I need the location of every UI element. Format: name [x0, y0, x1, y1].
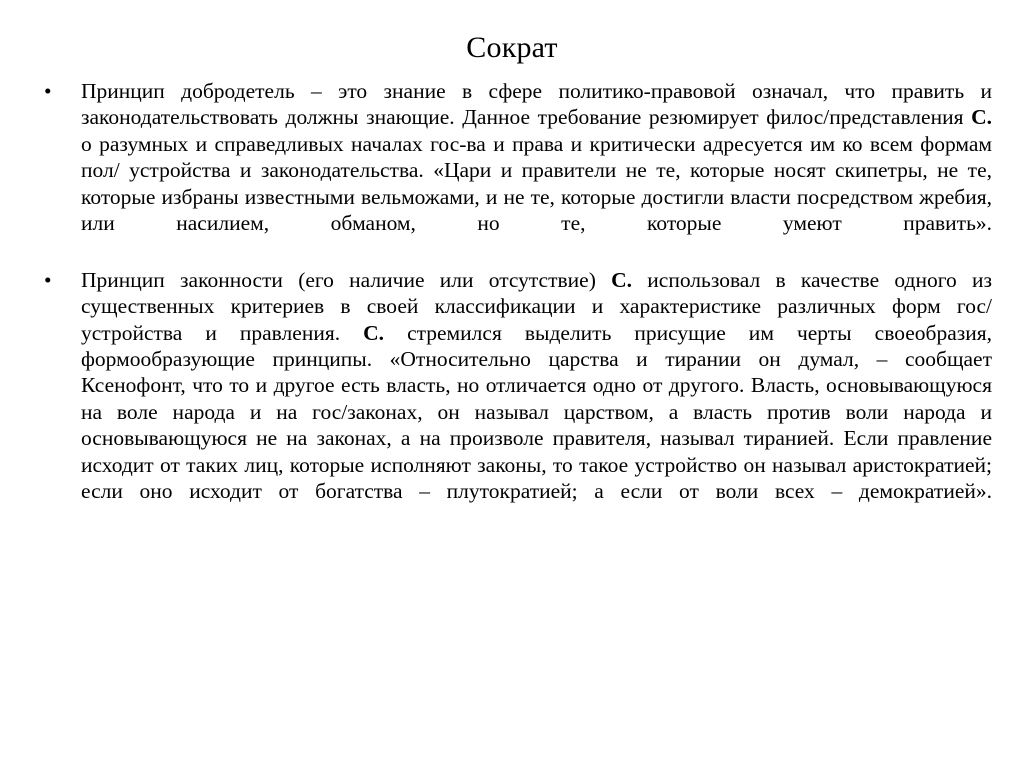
bullet-marker-icon: • — [44, 267, 52, 292]
list-item — [36, 267, 992, 531]
bullet-paragraph-1: Принцип добродетель – это знание в сфере политико-правовой означал, что править и законодательствовать должны знающие. Данное требование резюмирует филос/представления С. о разумных и справедливых началах гос-ва и права и критически адресуется им ко всем формам пол/ устройства и законодательства. «Цари и правители не те, которые носят скипетры, не те, которые избраны известными вельможами, и не те, которые достигли власти посредством жребия, или насилием, обманом, но те, которые умеют править». — [81, 79, 992, 236]
list-item — [36, 78, 992, 263]
slide-body — [36, 78, 992, 531]
bullet-marker-icon: • — [44, 79, 52, 103]
bullet-paragraph-2: Принцип законности (его наличие или отсутствие) С. использовал в качестве одного из существенных критериев в своей классификации и характеристике различных форм гос/устройства и правления. С. стремился выделить присущие им черты своеобразия, формообразующие принципы. «Относительно царства и тирании он думал, – сообщает Ксенофонт, что то и другое есть власть, но отличается одно от другого. Власть, основывающуюся на воле народа и на гос/законах, он называл царством, а власть против воли народа и основывающуюся не на законах, а на произволе правителя, называл тиранией. Если правление исходит от таких лиц, которые исполняют законы, то такое устройство он называл аристократией; если оно исходит от богатства – плутократией; а если от воли всех – демократией». — [81, 267, 992, 504]
page-title: Сократ — [466, 31, 558, 64]
